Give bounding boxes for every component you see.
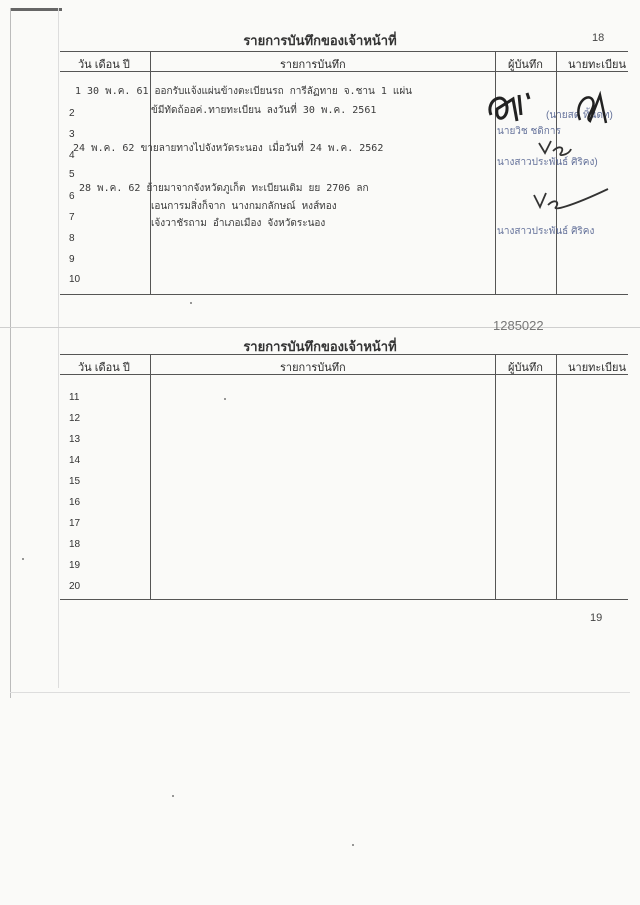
scan-edge-bottom	[10, 692, 630, 693]
row-number: 11	[69, 392, 80, 403]
row-number: 13	[69, 434, 81, 445]
header-recorder: ผู้บันทึก	[508, 59, 543, 71]
column-divider	[150, 355, 151, 599]
signature-initials	[530, 185, 610, 220]
column-divider	[556, 355, 557, 599]
signature-registrar	[570, 85, 615, 130]
header-date: วัน เดือน ปี	[78, 362, 130, 374]
row-number: 9	[69, 254, 75, 265]
entry-line: ข้มีทัดถ้ออค่.ทายทะเบียน ลงวันที่ 30 พ.ค. 2561	[151, 105, 377, 116]
table-header-2	[60, 355, 628, 375]
entry-line: เอนการมสิ่งก็จาก นางกมกลักษณ์ หงส์ทอง	[151, 201, 337, 212]
header-date: วัน เดือน ปี	[78, 59, 130, 71]
column-divider	[556, 52, 557, 294]
page-number-18: 18	[592, 32, 605, 44]
entry-line: 24 พ.ค. 62 ขายลายทางไปจังหวัดระนอง เมื่อวันที่ 24 พ.ค. 2562	[73, 143, 384, 154]
row-number: 6	[69, 191, 75, 202]
serial-number-fragment: 1285022	[493, 318, 544, 333]
entry-line: เจ้งวาชัรถาม อำเภอเมือง จังหวัดระนอง	[151, 218, 326, 229]
row-number: 16	[69, 497, 81, 508]
header-recorder: ผู้บันทึก	[508, 362, 543, 374]
scan-speck	[190, 302, 192, 304]
page-number-19: 19	[590, 612, 603, 624]
header-registrar: นายทะเบียน	[568, 59, 627, 71]
row-number: 14	[69, 455, 81, 466]
section-title-1: รายการบันทึกของเจ้าหน้าที่	[243, 33, 397, 48]
row-number: 20	[69, 581, 81, 592]
scan-speck	[172, 795, 174, 797]
row-number: 5	[69, 169, 75, 180]
stamp-text: นางสาวประพันธ์ ศิริคง)	[497, 157, 598, 168]
stamp-text: นางสาวประพันธ์ ศิริคง	[497, 226, 595, 237]
scan-speck	[352, 844, 354, 846]
header-registrar: นายทะเบียน	[568, 362, 627, 374]
scan-edge-top	[10, 8, 62, 11]
record-table-2	[60, 354, 628, 600]
row-number: 18	[69, 539, 81, 550]
scan-speck	[22, 558, 24, 560]
row-number: 7	[69, 212, 75, 223]
header-record: รายการบันทึก	[280, 362, 346, 374]
stamp-text: (นายสด ทิ้นดท)	[546, 110, 613, 121]
column-divider	[495, 355, 496, 599]
row-number: 2	[69, 108, 75, 119]
row-number: 4	[69, 150, 75, 161]
row-number: 19	[69, 560, 81, 571]
row-number: 8	[69, 233, 75, 244]
header-record: รายการบันทึก	[280, 59, 346, 71]
row-number: 3	[69, 129, 75, 140]
signature-recorder	[483, 85, 553, 135]
scan-speck	[224, 398, 226, 400]
page-separator	[0, 327, 640, 328]
row-number: 15	[69, 476, 81, 487]
row-number: 10	[69, 274, 81, 285]
entry-line: 1 30 พ.ค. 61 ออกรับแจ้งแผ่นข้างตะเบียนรถ การีลัฏทาย จ.ชาน 1 แผ่น	[75, 86, 413, 97]
section-title-2: รายการบันทึกของเจ้าหน้าที่	[243, 339, 397, 354]
row-number: 17	[69, 518, 81, 529]
row-number: 12	[69, 413, 81, 424]
stamp-text: นายวิช ชดิการ	[497, 126, 561, 137]
entry-line: 28 พ.ค. 62 ย้ายมาจากจังหวัดภูเก็ต ทะเบียนเดิม ยย 2706 ลก	[79, 183, 369, 194]
table-header-1	[60, 52, 628, 72]
signature-initials	[535, 135, 575, 160]
